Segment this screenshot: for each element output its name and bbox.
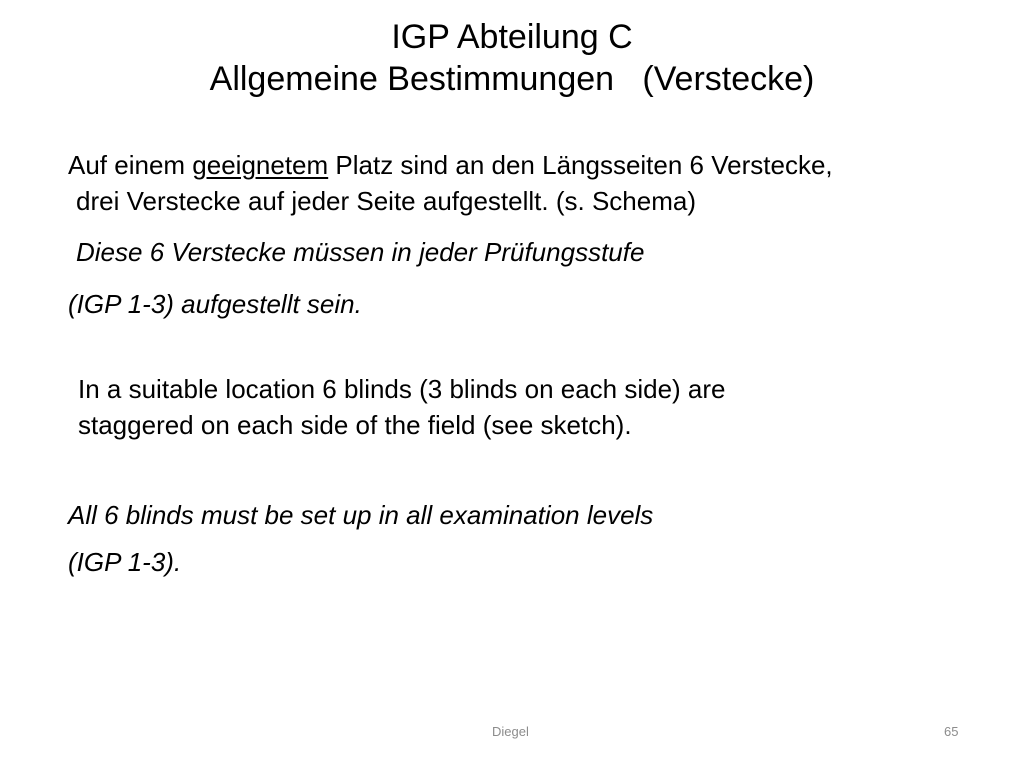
- text-segment: Platz sind an den Längsseiten 6 Verstecke,: [328, 150, 833, 180]
- text-segment: Auf einem: [68, 150, 193, 180]
- paragraph-line: (IGP 1-3).: [68, 547, 182, 577]
- paragraph-line: In a suitable location 6 blinds (3 blinds on each side) are: [78, 374, 726, 404]
- paragraph-line: (IGP 1-3) aufgestellt sein.: [68, 289, 362, 319]
- paragraph-line: Diese 6 Verstecke müssen in jeder Prüfungsstufe: [76, 237, 645, 267]
- paragraph-line: All 6 blinds must be set up in all examination levels: [68, 500, 654, 530]
- paragraph-line: [68, 148, 833, 182]
- title-line-1: IGP Abteilung C: [391, 18, 633, 56]
- footer-author: Diegel: [492, 724, 529, 739]
- paragraph-line: drei Verstecke auf jeder Seite aufgestellt. (s. Schema): [76, 186, 696, 216]
- paragraph-line: staggered on each side of the field (see sketch).: [78, 410, 632, 440]
- underlined-word: geeignetem: [192, 150, 329, 180]
- page-number: 65: [944, 724, 959, 739]
- slide-title: [0, 16, 1024, 100]
- title-line-2: Allgemeine Bestimmungen (Verstecke): [209, 60, 815, 98]
